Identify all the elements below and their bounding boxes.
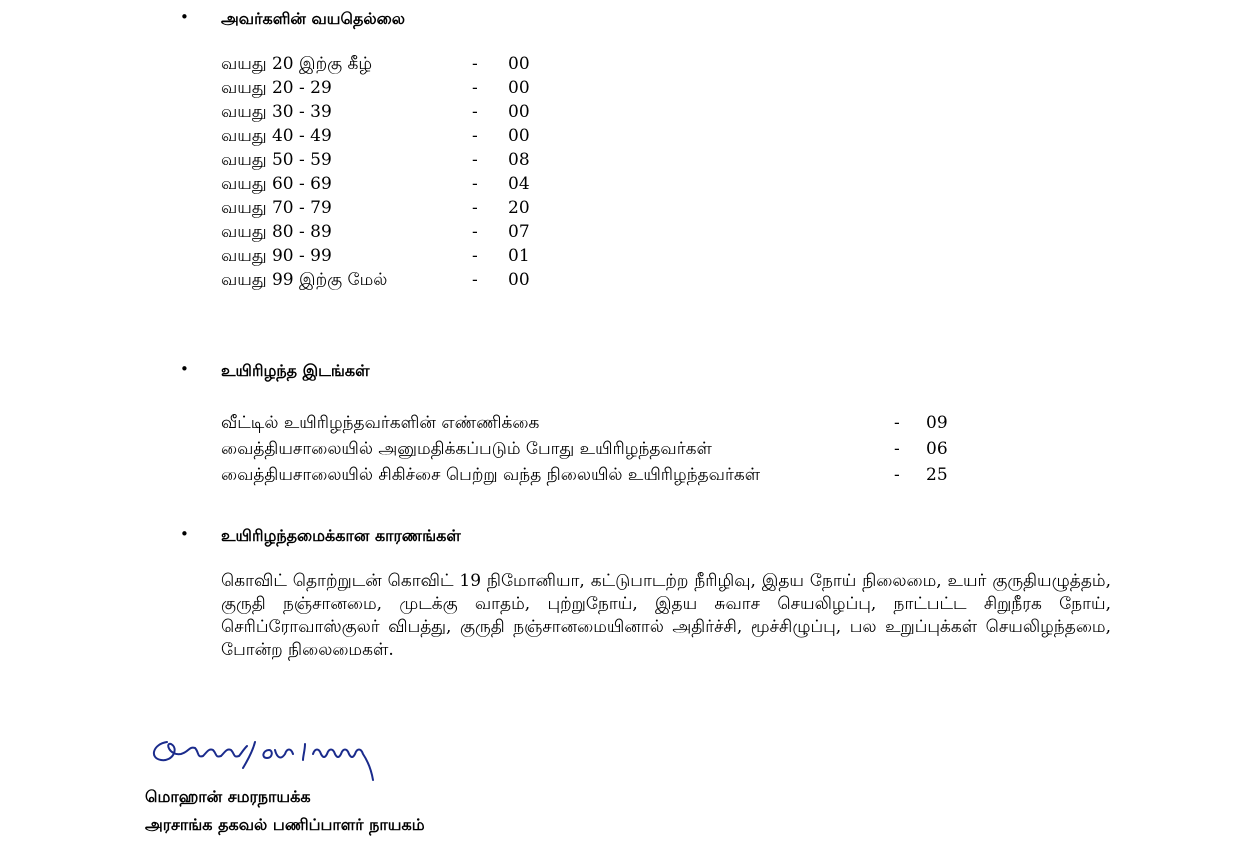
age-count: 00 [508,270,530,290]
age-label: வயது 20 இற்கு கீழ் [221,54,373,74]
age-label: வயது 90 - 99 [221,246,332,266]
separator-dash: - [894,439,900,459]
age-count: 00 [508,78,530,98]
place-label: வீட்டில் உயிரிழந்தவர்களின் எண்ணிக்கை [221,413,540,433]
age-count: 07 [508,222,530,242]
place-count: 09 [926,413,948,433]
separator-dash: - [472,78,478,98]
place-label: வைத்தியசாலையில் அனுமதிக்கப்படும் போது உயிரிழந்தவர்கள் [221,439,712,459]
separator-dash: - [472,126,478,146]
age-count: 20 [508,198,530,218]
separator-dash: - [472,198,478,218]
bullet-icon: • [180,360,189,378]
separator-dash: - [472,222,478,242]
age-count: 08 [508,150,530,170]
age-count: 00 [508,102,530,122]
signatory-name: மொஹான் சமரநாயக்க [145,787,311,806]
place-section-heading: உயிரிழந்த இடங்கள் [221,361,370,380]
separator-dash: - [472,102,478,122]
bullet-icon: • [180,525,189,543]
age-label: வயது 50 - 59 [221,150,332,170]
age-count: 00 [508,54,530,74]
separator-dash: - [472,174,478,194]
separator-dash: - [894,465,900,485]
age-label: வயது 80 - 89 [221,222,332,242]
age-label: வயது 20 - 29 [221,78,332,98]
separator-dash: - [472,150,478,170]
age-label: வயது 30 - 39 [221,102,332,122]
bullet-icon: • [180,8,189,26]
age-label: வயது 60 - 69 [221,174,332,194]
place-count: 06 [926,439,948,459]
age-label: வயது 99 இற்கு மேல் [221,270,388,290]
cause-section-heading: உயிரிழந்தமைக்கான காரணங்கள் [221,526,461,545]
separator-dash: - [894,413,900,433]
age-section-heading: அவர்களின் வயதெல்லை [221,9,406,28]
age-label: வயது 70 - 79 [221,198,332,218]
place-label: வைத்தியசாலையில் சிகிச்சை பெற்று வந்த நிலையில் உயிரிழந்தவர்கள் [221,465,761,485]
signature-icon [145,728,430,788]
age-label: வயது 40 - 49 [221,126,332,146]
separator-dash: - [472,246,478,266]
signatory-title: அரசாங்க தகவல் பணிப்பாளர் நாயகம் [145,815,425,834]
separator-dash: - [472,270,478,290]
place-count: 25 [926,465,948,485]
age-count: 04 [508,174,530,194]
age-count: 00 [508,126,530,146]
age-count: 01 [508,246,530,266]
separator-dash: - [472,54,478,74]
causes-paragraph: கொவிட் தொற்றுடன் கொவிட் 19 நிமோனியா, கட்டுபாடற்ற நீரிழிவு, இதய நோய் நிலைமை, உயர் குருதியழுத்தம், குருதி நஞ்சானமை, முடக்கு வாதம், புற்றுநோய், இதய சுவாச செயலிழப்பு, நாட்பட்ட சிறுநீரக நோய், செரிப்ரோவாஸ்குலர் விபத்து, குருதி நஞ்சானமையினால் அதிர்ச்சி, மூச்சிழுப்பு, பல உறுப்புக்கள் செயலிழந்தமை, போன்ற நிலைமைகள். [221,571,1111,660]
